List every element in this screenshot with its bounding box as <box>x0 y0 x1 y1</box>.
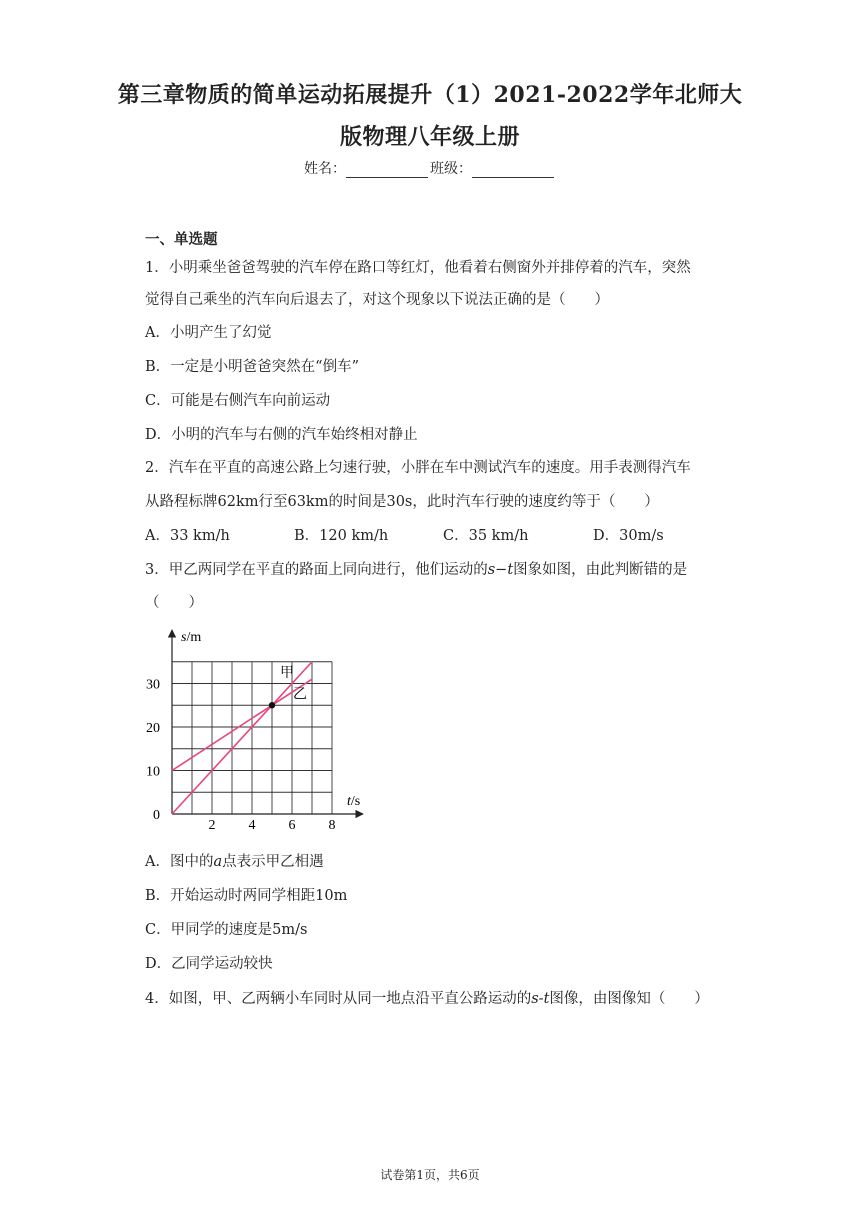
series-label: 乙 <box>293 687 307 703</box>
q1-option-c: C．可能是右侧汽车向前运动 <box>145 393 331 409</box>
q3-option-d: D．乙同学运动较快 <box>145 956 273 972</box>
section-heading: 一、单选题 <box>145 231 218 248</box>
q3-option-a <box>145 850 324 871</box>
q2-option-c: C．35 km/h <box>443 528 529 544</box>
x-tick-label: 6 <box>288 818 296 833</box>
title-line-1: 第三章物质的简单运动拓展提升（1）2021-2022学年北师大 <box>117 82 743 108</box>
title-line-2: 版物理八年级上册 <box>339 124 520 150</box>
q3-option-a-pre: A．图中的 <box>145 854 214 870</box>
q1-stem-line2: 觉得自己乘坐的汽车向后退去了，对这个现象以下说法正确的是（ ） <box>145 292 609 308</box>
q4-stem <box>145 987 709 1008</box>
series-line-yi <box>172 679 312 770</box>
q3-stem-line1 <box>145 558 687 579</box>
y-tick-label: 0 <box>153 808 160 823</box>
q3-stem-line2: （ ） <box>145 595 203 611</box>
x-tick-label: 2 <box>208 818 216 833</box>
q4-stem-var: s-t <box>531 991 550 1007</box>
x-axis-label: t/s <box>347 794 361 809</box>
q2-option-b: B．120 km/h <box>294 528 389 544</box>
q3-stem-post: 图象如图，由此判断错的是 <box>513 562 688 578</box>
y-axis-label: s/m <box>181 630 202 645</box>
q3-stem-pre: 3．甲乙两同学在平直的路面上同向进行，他们运动的 <box>145 562 488 578</box>
q3-option-b: B．开始运动时两同学相距10m <box>145 888 348 904</box>
page-footer: 试卷第1页，共6页 <box>380 1168 480 1182</box>
name-blank[interactable] <box>346 163 428 178</box>
class-label: 班级： <box>430 161 472 177</box>
q3-option-c: C．甲同学的速度是5m/s <box>145 922 308 938</box>
x-tick-label: 8 <box>328 818 336 833</box>
chart-grid <box>172 662 332 814</box>
x-tick-label: 4 <box>248 818 256 833</box>
q2-stem-line2: 从路程标牌62km行至63km的时间是30s，此时汽车行驶的速度约等于（ ） <box>145 494 659 510</box>
series-label: 甲 <box>280 665 294 681</box>
q2-option-a: A．33 km/h <box>145 528 230 544</box>
q4-stem-post: 图像，由图像知（ ） <box>549 991 709 1007</box>
class-blank[interactable] <box>472 163 554 178</box>
q3-stem-var: s−t <box>487 562 514 578</box>
q1-stem-line1: 1．小明乘坐爸爸驾驶的汽车停在路口等红灯，他看着右侧窗外并排停着的汽车，突然 <box>145 260 691 276</box>
q1-option-a: A．小明产生了幻觉 <box>145 325 272 341</box>
name-label: 姓名： <box>304 161 346 177</box>
q3-option-a-post: 点表示甲乙相遇 <box>222 854 324 870</box>
meeting-point <box>269 702 275 708</box>
y-tick-label: 10 <box>146 764 160 780</box>
series-line-jia <box>172 662 312 814</box>
q1-option-d: D．小明的汽车与右侧的汽车始终相对静止 <box>145 427 418 443</box>
s-t-graph <box>140 622 380 840</box>
q2-stem-line1: 2．汽车在平直的高速公路上匀速行驶，小胖在车中测试汽车的速度。用手表测得汽车 <box>145 460 691 476</box>
q4-stem-pre: 4．如图，甲、乙两辆小车同时从同一地点沿平直公路运动的 <box>145 991 532 1007</box>
y-tick-label: 30 <box>146 677 160 693</box>
y-tick-label: 20 <box>146 721 160 736</box>
student-info <box>0 158 860 178</box>
q2-option-d: D．30m/s <box>593 528 664 544</box>
q1-option-b: B．一定是小明爸爸突然在“倒车” <box>145 359 359 375</box>
q3-option-a-var: a <box>213 854 223 870</box>
